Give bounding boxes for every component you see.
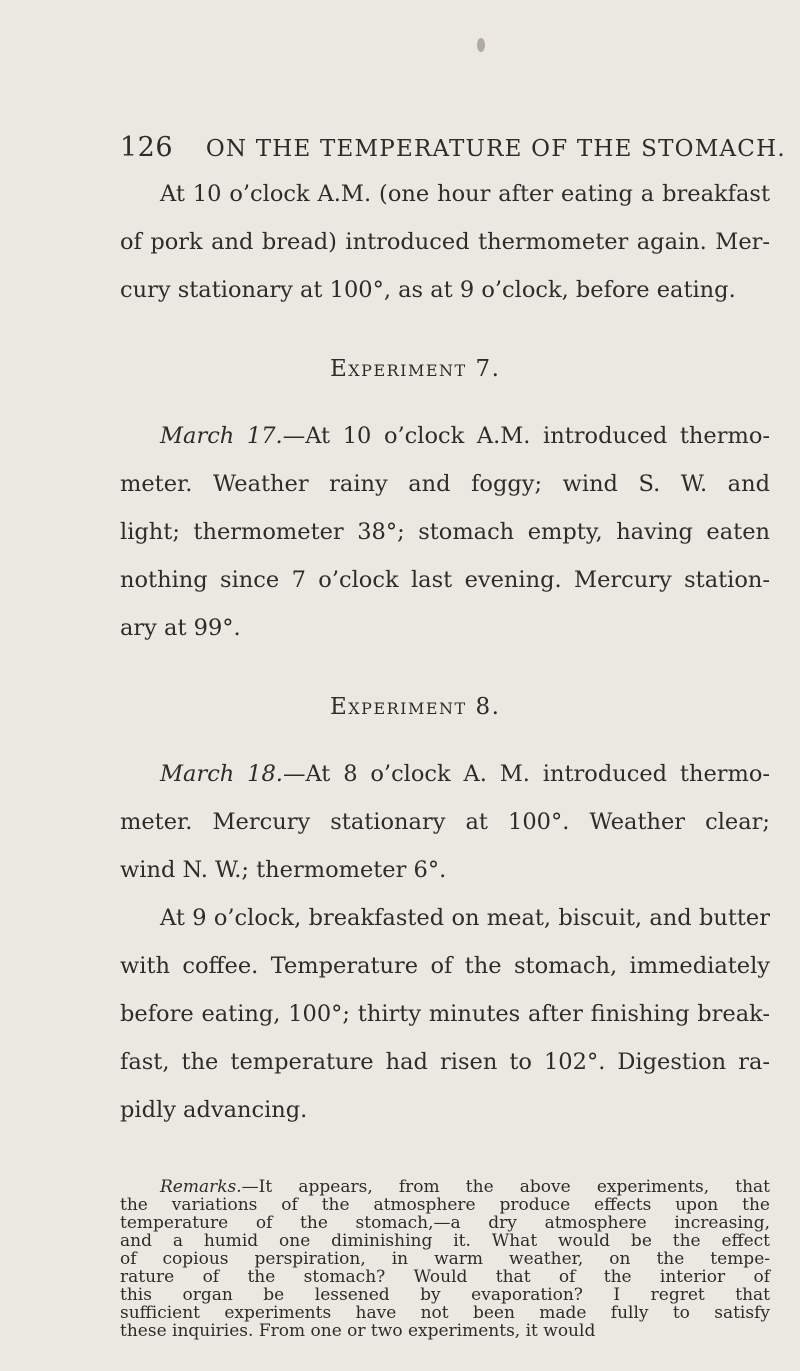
experiment-7-line-2: meter. Weather rainy and foggy; wind S. W. and bbox=[120, 471, 770, 497]
experiment-7-line-5: ary at 99°. bbox=[120, 615, 241, 641]
remarks-label: Remarks. bbox=[160, 1177, 242, 1197]
experiment-8-line-3: wind N. W.; thermometer 6°. bbox=[120, 857, 447, 883]
experiment-7-line-4: nothing since 7 o’clock last evening. Mercury station- bbox=[120, 567, 770, 593]
experiment-8-line-1-text: —At 8 o’clock A. M. introduced thermo- bbox=[282, 761, 770, 787]
experiment-8-para2-line-4: fast, the temperature had risen to 102°. Digestion ra- bbox=[120, 1049, 770, 1075]
experiment-8-date: March 18. bbox=[160, 761, 283, 787]
experiment-7-line-3: light; thermometer 38°; stomach empty, having eaten bbox=[120, 519, 770, 545]
remarks-line-7: this organ be lessened by evaporation? I regret that bbox=[120, 1285, 770, 1305]
remarks-line-2: the variations of the atmosphere produce effects upon the bbox=[120, 1195, 770, 1215]
remarks-line-6: rature of the stomach? Would that of the interior of bbox=[120, 1267, 770, 1287]
experiment-8-para2-line-3: before eating, 100°; thirty minutes after finishing break- bbox=[120, 1001, 770, 1027]
page-header bbox=[120, 132, 786, 163]
experiment-7-line-1 bbox=[120, 412, 770, 460]
experiment-8-para2-line-5: pidly advancing. bbox=[120, 1097, 308, 1123]
experiment-7-date: March 17. bbox=[160, 423, 283, 449]
remarks-line-9: these inquiries. From one or two experiments, it would bbox=[120, 1321, 596, 1341]
intro-line-3: cury stationary at 100°, as at 9 o’clock, before eating. bbox=[120, 277, 736, 303]
experiment-7-heading: Experiment 7. bbox=[330, 356, 501, 382]
remarks-line-4: and a humid one diminishing it. What would be the effect bbox=[120, 1231, 770, 1251]
experiment-8-line-2: meter. Mercury stationary at 100°. Weather clear; bbox=[120, 809, 770, 835]
remarks-line-1-text: —It appears, from the above experiments, that bbox=[241, 1177, 770, 1197]
running-title: ON THE TEMPERATURE OF THE STOMACH. bbox=[205, 136, 786, 162]
paper-blemish bbox=[477, 38, 485, 52]
experiment-8-para2-line-2: with coffee. Temperature of the stomach, immediately bbox=[120, 953, 770, 979]
experiment-8-para2-line-1: At 9 o’clock, breakfasted on meat, biscuit, and butter bbox=[160, 905, 770, 931]
remarks-line-5: of copious perspiration, in warm weather, on the tempe- bbox=[120, 1249, 770, 1269]
page-number: 126 bbox=[120, 132, 174, 163]
experiment-7-line-1-text: —At 10 o’clock A.M. introduced thermo- bbox=[282, 423, 770, 449]
remarks-line-1 bbox=[120, 1178, 770, 1196]
intro-line-2: of pork and bread) introduced thermometer again. Mer- bbox=[120, 229, 770, 255]
remarks-line-8: sufficient experiments have not been made fully to satisfy bbox=[120, 1303, 770, 1323]
remarks-line-3: temperature of the stomach,—a dry atmosphere increasing, bbox=[120, 1213, 770, 1233]
intro-line-1: At 10 o’clock A.M. (one hour after eating a breakfast bbox=[160, 181, 770, 207]
experiment-8-heading: Experiment 8. bbox=[330, 694, 501, 720]
experiment-8-line-1 bbox=[120, 750, 770, 798]
